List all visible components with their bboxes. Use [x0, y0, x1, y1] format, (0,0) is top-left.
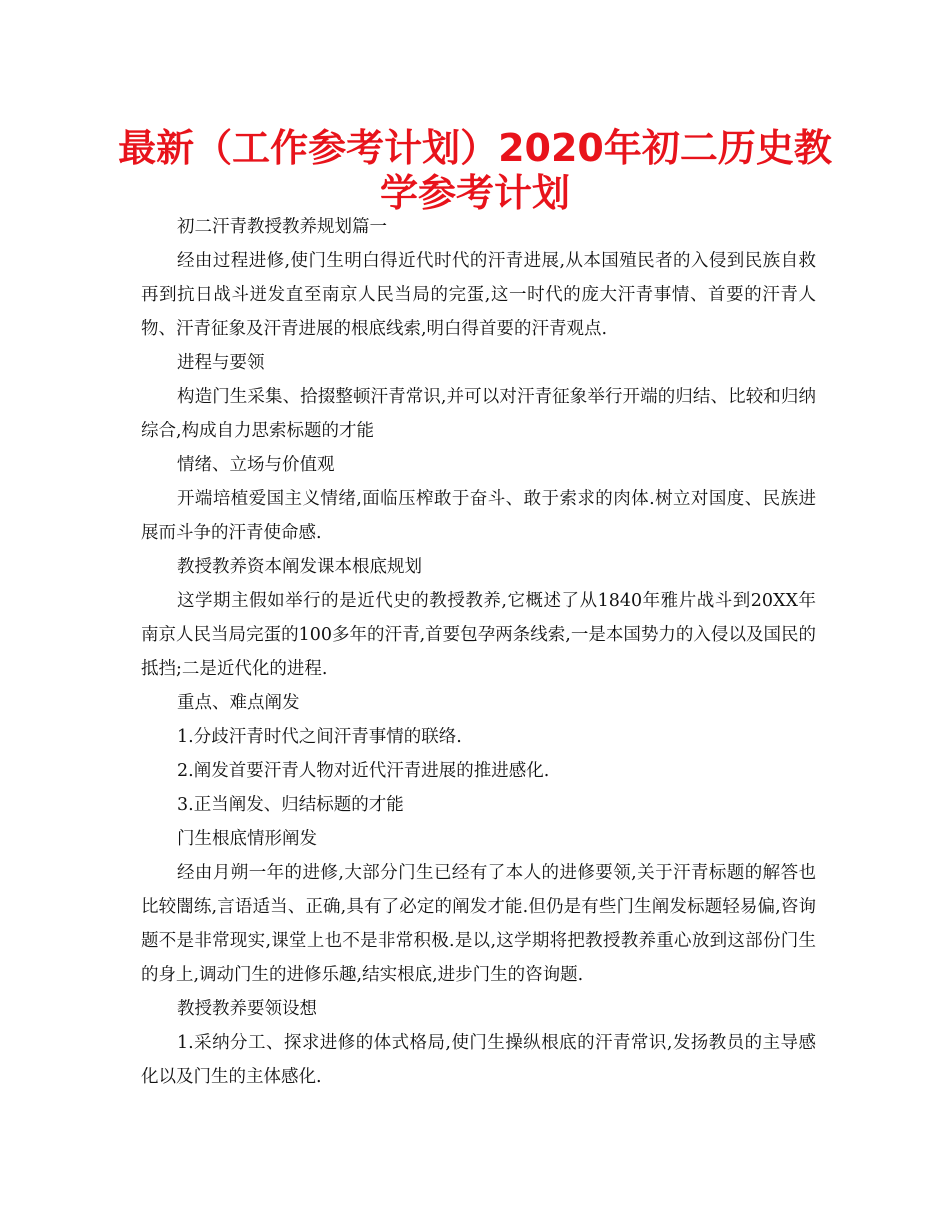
list-item: 1.采纳分工、探求进修的体式格局,使门生操纵根底的汗青常识,发扬教员的主导感化以及门生的主体感化.	[141, 1033, 816, 1087]
body-paragraph-values: 开端培植爱国主义情绪,面临压榨敢于奋斗、敢于索求的肉体.树立对国度、民族进展而斗争的汗青使命感.	[141, 489, 816, 543]
document-title-line-1: 最新（工作参考计划）2020年初二历史教	[118, 126, 832, 170]
section-heading-key-points: 重点、难点阐发	[177, 693, 300, 713]
body-paragraph-resources: 这学期主假如举行的是近代史的教授教养,它概述了从1840年雅片战斗到20XX年南京人民当局完蛋的100多年的汗青,首要包孕两条线索,一是本国势力的入侵以及国民的抵挡;二是近代化的进程.	[141, 591, 816, 679]
list-item: 3.正当阐发、归结标题的才能	[177, 795, 404, 815]
section-heading-plan: 初二汗青教授教养规划篇一	[177, 217, 387, 237]
document-body	[141, 210, 816, 1094]
body-paragraph-process: 构造门生采集、拾掇整顿汗青常识,并可以对汗青征象举行开端的归结、比较和归纳综合,构成自力思索标题的才能	[141, 387, 816, 441]
section-heading-resources: 教授教养资本阐发课本根底规划	[177, 557, 422, 577]
document-title-line-2: 学参考计划	[379, 171, 570, 215]
section-heading-values: 情绪、立场与价值观	[177, 455, 335, 475]
list-item: 2.阐发首要汗青人物对近代汗青进展的推进感化.	[177, 761, 550, 781]
section-heading-process: 进程与要领	[177, 353, 265, 373]
section-heading-students: 门生根底情形阐发	[177, 829, 317, 849]
body-paragraph-students: 经由月朔一年的进修,大部分门生已经有了本人的进修要领,关于汗青标题的解答也比较闇练,言语适当、正确,具有了必定的阐发才能.但仍是有些门生阐发标题轻易偏,咨询题不是非常现实,课堂上也不是非常积极.是以,这学期将把教授教养重心放到这部份门生的身上,调动门生的进修乐趣,结实根底,进步门生的咨询题.	[141, 863, 816, 985]
section-heading-methods: 教授教养要领设想	[177, 999, 317, 1019]
body-paragraph-goals: 经由过程进修,使门生明白得近代时代的汗青进展,从本国殖民者的入侵到民族自救再到抗日战斗迸发直至南京人民当局的完蛋,这一时代的庞大汗青事情、首要的汗青人物、汗青征象及汗青进展的根底线索,明白得首要的汗青观点.	[141, 251, 816, 339]
list-item: 1.分歧汗青时代之间汗青事情的联络.	[177, 727, 462, 747]
